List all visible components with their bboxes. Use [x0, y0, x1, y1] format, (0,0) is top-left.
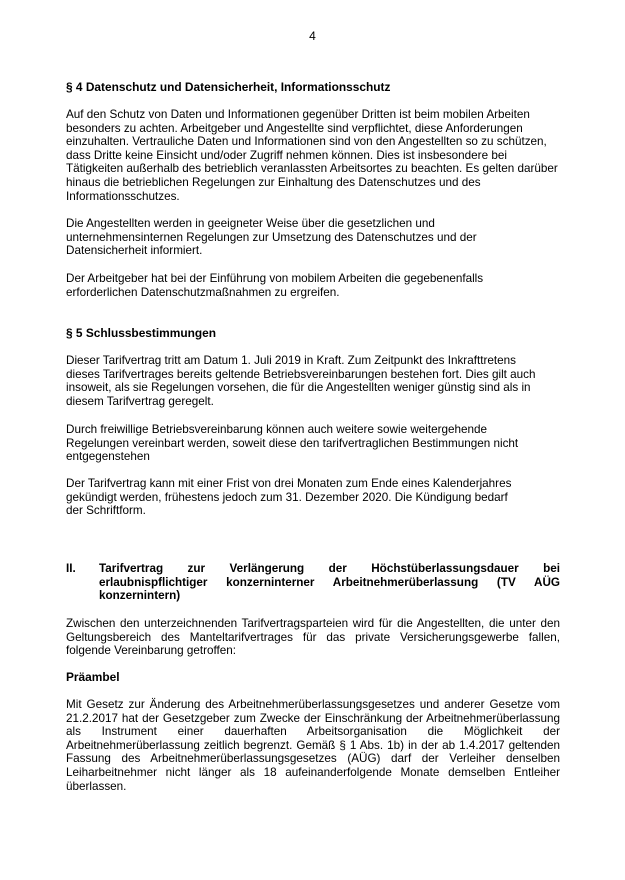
page-number: 4 — [309, 29, 316, 43]
section-4-paragraph-1: Auf den Schutz von Daten und Informationen gegenüber Dritten ist beim mobilen Arbeiten besonders zu achten. Arbeitgeber und Angestellte sind verpflichtet, diese Anforderungen einzuhalten. Vertrauliche Daten und Informationen sind von den Angestellten so zu schützen, dass Dritte keine Einsicht und/oder Zugriff nehmen können. Dies ist insbesondere bei Tätigkeiten außerhalb des betrieblich veranlassten Arbeitsortes zu beachten. Es gelten darüber hinaus die betrieblichen Regelungen zur Einhaltung des Datenschutzes und des Informationsschutzes. — [66, 108, 558, 203]
section-5-paragraph-3: Der Tarifvertrag kann mit einer Frist von drei Monaten zum Ende eines Kalenderjahres gekündigt werden, frühestens jedoch zum 31. Dezember 2020. Die Kündigung bedarf der Schriftform. — [66, 477, 512, 518]
section-5-heading: § 5 Schlussbestimmungen — [66, 326, 216, 340]
section-4-heading: § 4 Datenschutz und Datensicherheit, Informationsschutz — [66, 80, 391, 94]
section-4-paragraph-2: Die Angestellten werden in geeigneter Weise über die gesetzlichen und unternehmensinternen Regelungen zur Umsetzung des Datenschutzes und der Datensicherheit informiert. — [66, 217, 477, 258]
section-5-paragraph-1: Dieser Tarifvertrag tritt am Datum 1. Juli 2019 in Kraft. Zum Zeitpunkt des Inkrafttretens dieses Tarifvertrages bereits geltende Betriebsvereinbarungen bestehen fort. Dies gilt auch insoweit, als sie Regelungen vorsehen, die für die Angestellten weniger günstig sind als in diesem Tarifvertrag geregelt. — [66, 354, 536, 408]
section-4-paragraph-3: Der Arbeitgeber hat bei der Einführung von mobilem Arbeiten die gegebenenfalls erforderlichen Datenschutzmaßnahmen zu ergreifen. — [66, 272, 484, 299]
part-2-number: II. — [66, 562, 76, 575]
part-2-title: Tarifvertrag zur Verlängerung der Höchstüberlassungsdauer bei erlaubnispflichtiger konzerninterner Arbeitnehmerüberlassung (TV AÜG konzernintern) — [99, 562, 560, 603]
preamble-text: Mit Gesetz zur Änderung des Arbeitnehmerüberlassungsgesetzes und anderer Gesetze vom 21.2.2017 hat der Gesetzgeber zum Zwecke der Einschränkung der Arbeitnehmerüberlassung als Instrument einer dauerhaften Arbeitsorganisation die Möglichkeit der Arbeitnehmerüberlassung zeitlich begrenzt. Gemäß § 1 Abs. 1b) in der ab 1.4.2017 geltenden Fassung des Arbeitnehmerüberlassungsgesetzes (AÜG) darf der Verleiher denselben Leiharbeitnehmer nicht länger als 18 aufeinanderfolgende Monate demselben Entleiher überlassen. — [66, 698, 560, 793]
section-5-paragraph-2: Durch freiwillige Betriebsvereinbarung können auch weitere sowie weitergehende Regelungen vereinbart werden, soweit diese den tarifvertraglichen Bestimmungen nicht entgegenstehen — [66, 423, 519, 464]
preamble-heading: Präambel — [66, 670, 120, 684]
part-2-intro: Zwischen den unterzeichnenden Tarifvertragsparteien wird für die Angestellten, die unter den Geltungsbereich des Manteltarifvertrages für das private Versicherungsgewerbe fallen, folgende Vereinbarung getroffen: — [66, 617, 560, 658]
